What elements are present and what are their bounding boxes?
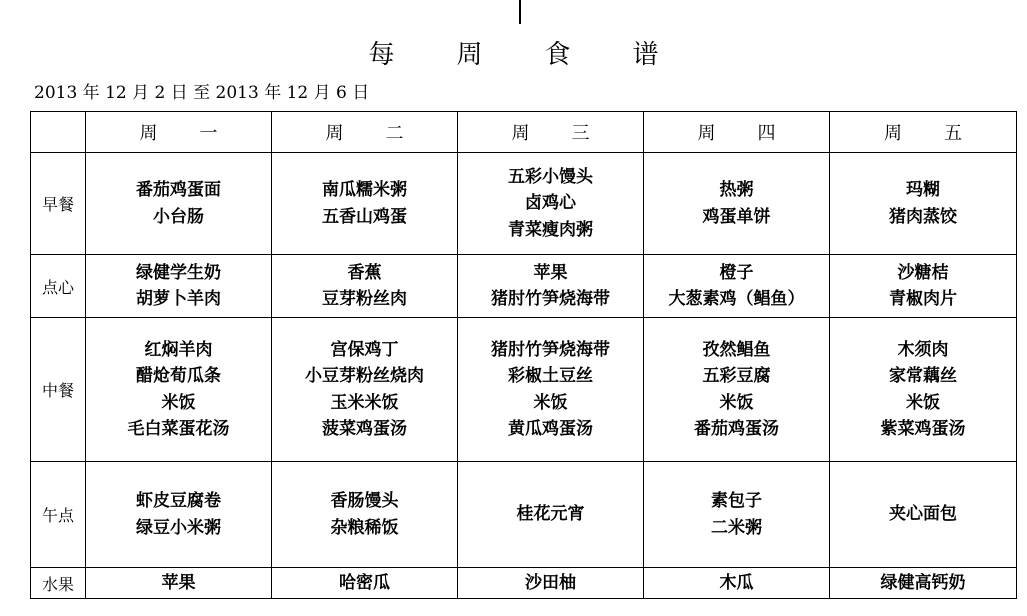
dish-item: 玉米米饭	[330, 392, 399, 413]
dish-item: 虾皮豆腐卷	[136, 491, 221, 511]
dish-item: 菠菜鸡蛋汤	[322, 419, 407, 439]
dish-item: 沙田柚	[525, 572, 576, 593]
day-header-thu: 周四	[644, 112, 830, 153]
dish-item: 青椒肉片	[889, 289, 957, 309]
day-header-tue: 周二	[272, 112, 458, 153]
dish-item: 醋炝荀瓜条	[136, 366, 221, 386]
dish-item: 青菜瘦肉粥	[508, 219, 593, 240]
dish-item: 胡萝卜羊肉	[136, 289, 221, 309]
page-title: 每周食谱	[368, 40, 721, 70]
dish-item: 米饭	[533, 392, 568, 413]
dish-item: 热粥	[719, 180, 754, 200]
dish-item: 橙子	[719, 262, 754, 283]
dish-item: 宫保鸡丁	[330, 339, 399, 360]
dish-item: 米饭	[719, 392, 754, 413]
dish-item: 彩椒土豆丝	[508, 366, 593, 386]
menu-cell-breakfast-wed	[458, 153, 644, 255]
menu-cell-afternoon-tue	[272, 462, 458, 568]
dish-item: 五彩豆腐	[702, 366, 771, 386]
day-header-mon: 周一	[86, 112, 272, 153]
day-header-wed: 周三	[458, 112, 644, 153]
dish-item: 孜然鲳鱼	[702, 339, 771, 360]
dish-item: 苹果	[161, 572, 196, 593]
menu-cell-snack-wed	[458, 255, 644, 318]
dish-item: 五香山鸡蛋	[322, 206, 407, 227]
menu-cell-breakfast-tue	[272, 153, 458, 255]
menu-cell-snack-tue	[272, 255, 458, 318]
dish-item: 红焖羊肉	[144, 339, 213, 360]
dish-item: 鸡蛋单饼	[702, 206, 771, 227]
meal-row-fruit	[31, 568, 1017, 599]
dish-item: 大葱素鸡（鲳鱼）	[668, 289, 805, 309]
menu-cell-snack-mon	[86, 255, 272, 318]
menu-cell-fruit-mon	[86, 568, 272, 599]
text-cursor-mark	[519, 0, 521, 24]
dish-item: 绿豆小米粥	[136, 517, 221, 538]
dish-item: 番茄鸡蛋面	[136, 180, 221, 200]
weekly-menu-table	[30, 111, 1017, 599]
menu-cell-lunch-wed	[458, 318, 644, 462]
dish-item: 木瓜	[719, 572, 754, 593]
dish-item: 卤鸡心	[525, 193, 576, 214]
meal-label-fruit: 水果	[31, 568, 86, 599]
meal-row-lunch	[31, 318, 1017, 462]
menu-cell-afternoon-wed	[458, 462, 644, 568]
dish-item: 米饭	[161, 392, 196, 413]
menu-cell-breakfast-fri	[830, 153, 1017, 255]
day-header-row	[31, 112, 1017, 153]
dish-item: 毛白菜蛋花汤	[127, 419, 230, 439]
dish-item: 小台肠	[153, 206, 204, 227]
corner-cell	[31, 112, 86, 153]
meal-row-breakfast	[31, 153, 1017, 255]
menu-cell-lunch-mon	[86, 318, 272, 462]
dish-item: 小豆芽粉丝烧肉	[305, 366, 424, 386]
meal-label-snack: 点心	[31, 255, 86, 318]
meal-label-breakfast: 早餐	[31, 153, 86, 255]
dish-item: 夹心面包	[889, 504, 957, 525]
dish-item: 桂花元宵	[516, 504, 585, 525]
dish-item: 猪肉蒸饺	[889, 206, 957, 227]
menu-cell-afternoon-mon	[86, 462, 272, 568]
menu-cell-afternoon-thu	[644, 462, 830, 568]
dish-item: 紫菜鸡蛋汤	[880, 419, 966, 439]
menu-cell-lunch-thu	[644, 318, 830, 462]
dish-item: 米饭	[906, 392, 940, 413]
dish-item: 木须肉	[897, 339, 949, 360]
dish-item: 绿健学生奶	[136, 262, 221, 283]
menu-cell-fruit-thu	[644, 568, 830, 599]
meal-row-afternoon	[31, 462, 1017, 568]
day-header-fri: 周五	[830, 112, 1017, 153]
dish-item: 二米粥	[711, 517, 762, 538]
menu-cell-snack-fri	[830, 255, 1017, 318]
meal-label-afternoon: 午点	[31, 462, 86, 568]
menu-cell-lunch-fri	[830, 318, 1017, 462]
meal-label-lunch: 中餐	[31, 318, 86, 462]
dish-item: 五彩小馒头	[508, 166, 593, 187]
menu-cell-fruit-tue	[272, 568, 458, 599]
dish-item: 苹果	[533, 262, 568, 283]
menu-cell-breakfast-thu	[644, 153, 830, 255]
dish-item: 猪肘竹笋烧海带	[491, 289, 610, 309]
dish-item: 猪肘竹笋烧海带	[491, 339, 610, 360]
dish-item: 香蕉	[347, 262, 382, 283]
dish-item: 绿健高钙奶	[880, 572, 966, 593]
dish-item: 香肠馒头	[330, 491, 399, 511]
dish-item: 黄瓜鸡蛋汤	[508, 419, 593, 439]
dish-item: 素包子	[711, 491, 762, 511]
dish-item: 杂粮稀饭	[330, 517, 399, 538]
menu-cell-fruit-fri	[830, 568, 1017, 599]
dish-item: 玛糊	[906, 180, 940, 200]
menu-cell-snack-thu	[644, 255, 830, 318]
date-range: 2013 年 12 月 2 日 至 2013 年 12 月 6 日	[34, 83, 370, 103]
dish-item: 沙糖桔	[897, 262, 949, 283]
menu-cell-lunch-tue	[272, 318, 458, 462]
dish-item: 南瓜糯米粥	[322, 180, 407, 200]
dish-item: 家常藕丝	[889, 366, 957, 386]
menu-cell-breakfast-mon	[86, 153, 272, 255]
dish-item: 番茄鸡蛋汤	[694, 419, 779, 439]
meal-row-snack	[31, 255, 1017, 318]
dish-item: 哈密瓜	[339, 572, 390, 593]
menu-cell-fruit-wed	[458, 568, 644, 599]
dish-item: 豆芽粉丝肉	[322, 289, 407, 309]
menu-cell-afternoon-fri	[830, 462, 1017, 568]
